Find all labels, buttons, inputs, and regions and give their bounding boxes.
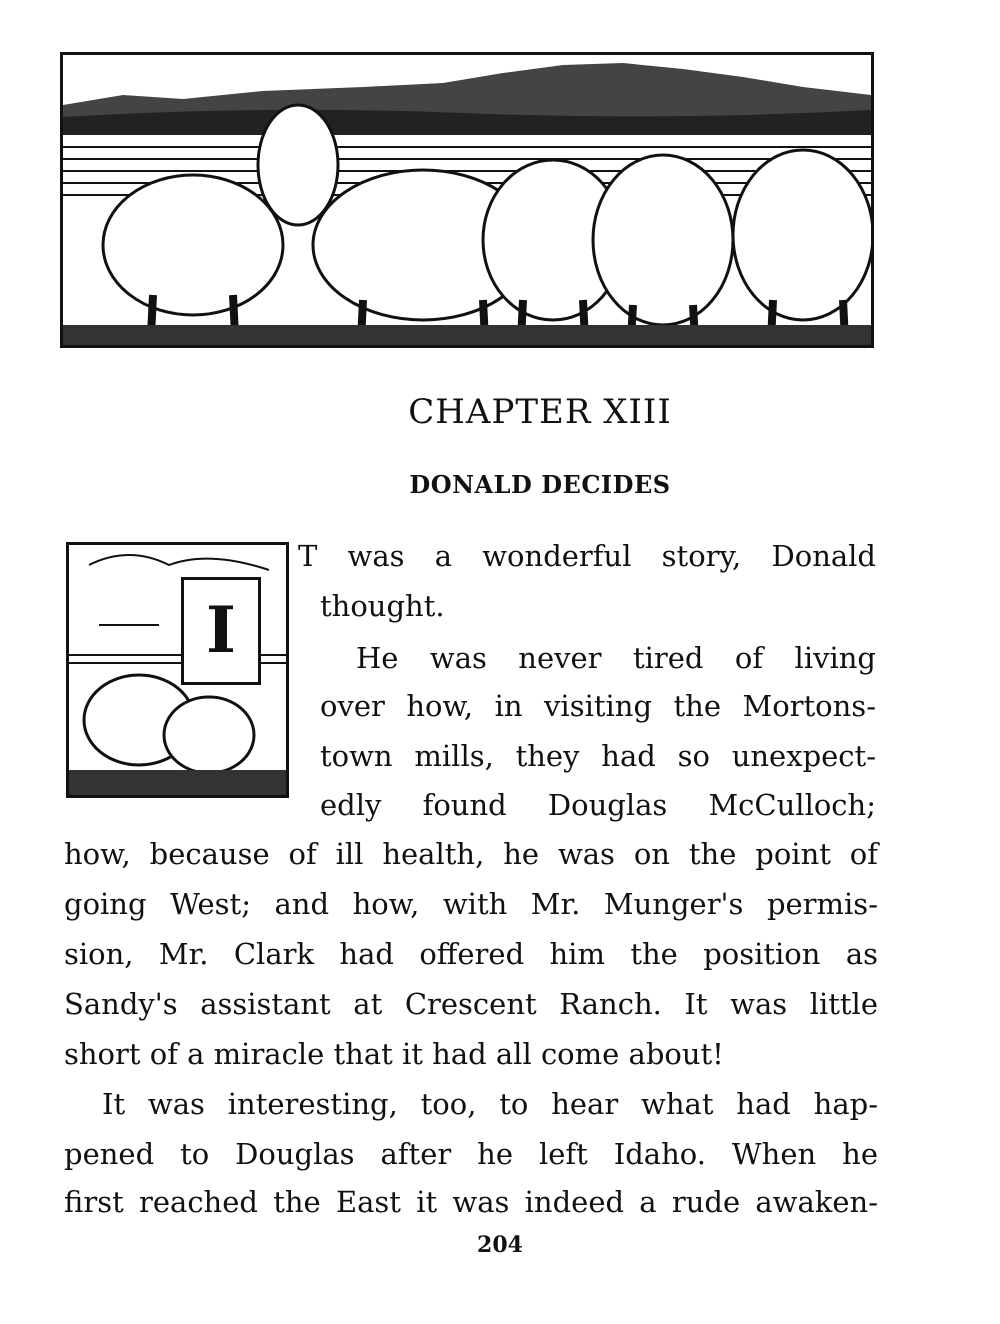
drop-cap-illustration (66, 542, 289, 798)
text-line: edly found Douglas McCulloch; (320, 788, 876, 822)
text-line: T was a wonderful story, Donald (298, 539, 876, 573)
chapter-number: CHAPTER XIII (408, 392, 672, 432)
text-line: over how, in visiting the Mortons- (320, 689, 876, 723)
text-line: He was never tired of living (356, 641, 876, 675)
page-number: 204 (477, 1232, 523, 1258)
text-line: town mills, they had so unexpect- (320, 739, 876, 773)
text-line: first reached the East it was indeed a rude awaken- (64, 1185, 878, 1219)
text-line: Sandy's assistant at Crescent Ranch. It was little (64, 987, 878, 1021)
text-line: pened to Douglas after he left Idaho. When he (64, 1137, 878, 1171)
text-line: sion, Mr. Clark had offered him the position as (64, 937, 878, 971)
text-line: thought. (320, 589, 445, 623)
text-line: It was interesting, too, to hear what had hap- (102, 1087, 878, 1121)
text-line: short of a miracle that it had all come about! (64, 1037, 724, 1071)
text-line: how, because of ill health, he was on the point of (64, 837, 878, 871)
sheep-grazing-illustration (63, 55, 871, 345)
drop-cap-box (181, 577, 261, 685)
text-line: going West; and how, with Mr. Munger's permis- (64, 887, 878, 921)
headpiece-illustration (60, 52, 874, 348)
drop-cap-letter: I (206, 593, 236, 668)
chapter-title: DONALD DECIDES (409, 470, 671, 499)
